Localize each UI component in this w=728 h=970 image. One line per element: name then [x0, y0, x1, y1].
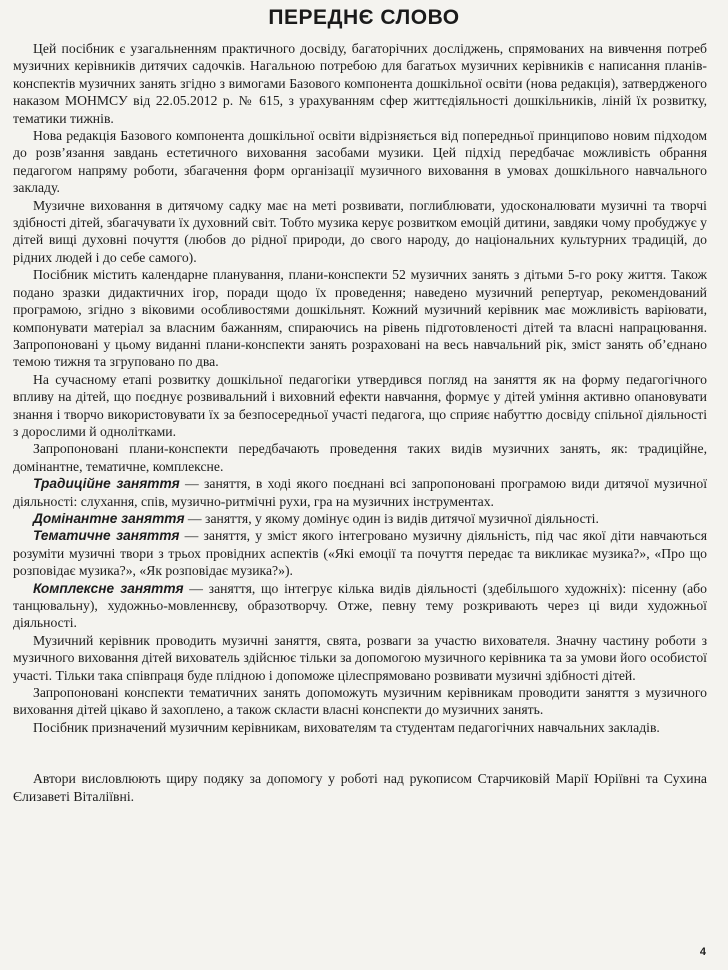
spacer [13, 736, 707, 753]
paragraph: Нова редакція Базового компонента дошкільної освіти відрізняється від попередньої принципово новим підходом до розв’язання завдань естетичного виховання засобами музики. Цей підхід передбачає можливість обрання педагогом напряму роботи, збагачення форм організації музичного виховання в умовах дошкільного навчального закладу. [13, 128, 707, 196]
page-number: 4 [699, 946, 706, 958]
paragraph: Запропоновані конспекти тематичних занять допоможуть музичним керівникам проводити заняття з музичного виховання дітей цікаво й захоплено, а також скласти власні конспекти до музичних занять. [13, 685, 707, 718]
paragraph: Музичне виховання в дитячому садку має на меті розвивати, поглиблювати, удосконалювати музичні та творчі здібності дітей, збагачувати їх духовний світ. Тобто музика керує розвитком емоцій дитини, завдяки чому пробуджує у дітей вищі духовні почуття (любов до рідної природи, до свого народу, до національних культурних традицій, до рідних людей і до себе самого). [13, 197, 707, 265]
paragraph: Цей посібник є узагальненням практичного досвіду, багаторічних досліджень, спрямованих на вивчення потреб музичних керівників дитячих садочків. Нагальною потребою для багатьох музичних керівників є написання планів-конспектів музичних занять згідно з вимогами Базового компонента дошкільної освіти (нова редакція), затвердженого наказом МОНМСУ від 22.05.2012 р. № 615, з урахуванням сфер життєдіяльності дошкільників, ліній їх розвитку, тематики тижнів. [13, 41, 707, 126]
term-definition [13, 527, 707, 579]
paragraph: На сучасному етапі розвитку дошкільної педагогіки утвердився погляд на заняття як на форму педагогічного впливу на дітей, що поєднує розвивальний і виховний ефекти навчання, формує у дітей уміння активно опановувати знання і творчо використовувати їх за безпосередньої участі педагога, що сприяє набуттю досвіду спільної діяльності з дорослими й однолітками. [13, 371, 707, 439]
paragraph: Посібник призначений музичним керівникам, вихователям та студентам педагогічних навчальних закладів. [33, 719, 660, 735]
term-text: — заняття, що інтегрує кілька видів діяльності (здебільшого художніх): пісенну (або танцювальну), художньо-мовленнєву, образотворчу. Отже, певну тему розкривають через ці види художньої діяльності. [13, 580, 707, 631]
term-definition [13, 580, 707, 632]
paragraph: Посібник містить календарне планування, плани-конспекти 52 музичних занять з дітьми 5-го року життя. Також подано зразки дидактичних ігор, поради щодо їх проведення; наведено музичний репертуар, рекомендований програмою, згідно з віковими особливостями дошкільнят. Кожний музичний керівник має можливість варіювати, компонувати матеріал за власним бажанням, спираючись на рівень підготовленості дітей та власні напрацювання. Запропоновані у цьому виданні плани-конспекти занять розраховані на весь навчальний рік, зміст занять об’єднано темою тижня та згруповано по два. [13, 267, 707, 370]
acknowledgement: Автори висловлюють щиру подяку за допомогу у роботі над рукописом Старчиковій Марії Юріївні та Сухина Єлизаветі Віталіївні. [13, 771, 707, 804]
paragraph: Запропоновані плани-конспекти передбачають проведення таких видів музичних занять, як: традиційне, домінантне, тематичне, комплексне. [13, 441, 707, 474]
term-name: Традиційне заняття [33, 476, 180, 492]
term-text: — заняття, в ході якого поєднані всі запропоновані програмою види дитячої музичної діяльності: слухання, спів, музично-ритмічні рухи, гра на музичних інструментах. [13, 476, 708, 509]
spacer [13, 753, 707, 770]
term-name: Тематичне заняття [33, 528, 180, 544]
term-text: — заняття, у зміст якого інтегровано музичну діяльність, під час якої діти навчаються розуміти музичні твори з трьох провідних аспектів («Які емоції та почуття передає та викликає музика?», «Про що розповідає музика?», «Як розповідає музика?»). [13, 528, 707, 579]
paragraph: Музичний керівник проводить музичні заняття, свята, розваги за участю вихователя. Значну частину роботи з музичного виховання дітей вихователь здійснює тільки за допомогою музичного керівника та за умови його особистої участі. Тільки така співпраця буде плідною і допоможе цілеспрямовано розвивати музичні здібності дітей. [13, 632, 707, 683]
term-definition [13, 475, 707, 510]
term-name: Домінантне заняття [33, 510, 185, 526]
page-title: ПЕРЕДНЄ СЛОВО [268, 6, 460, 29]
term-text: — заняття, у якому домінує один із видів дитячої музичної діяльності. [184, 510, 599, 526]
term-name: Комплексне заняття [33, 580, 184, 596]
document-body [13, 40, 707, 805]
term-definition [13, 510, 707, 527]
